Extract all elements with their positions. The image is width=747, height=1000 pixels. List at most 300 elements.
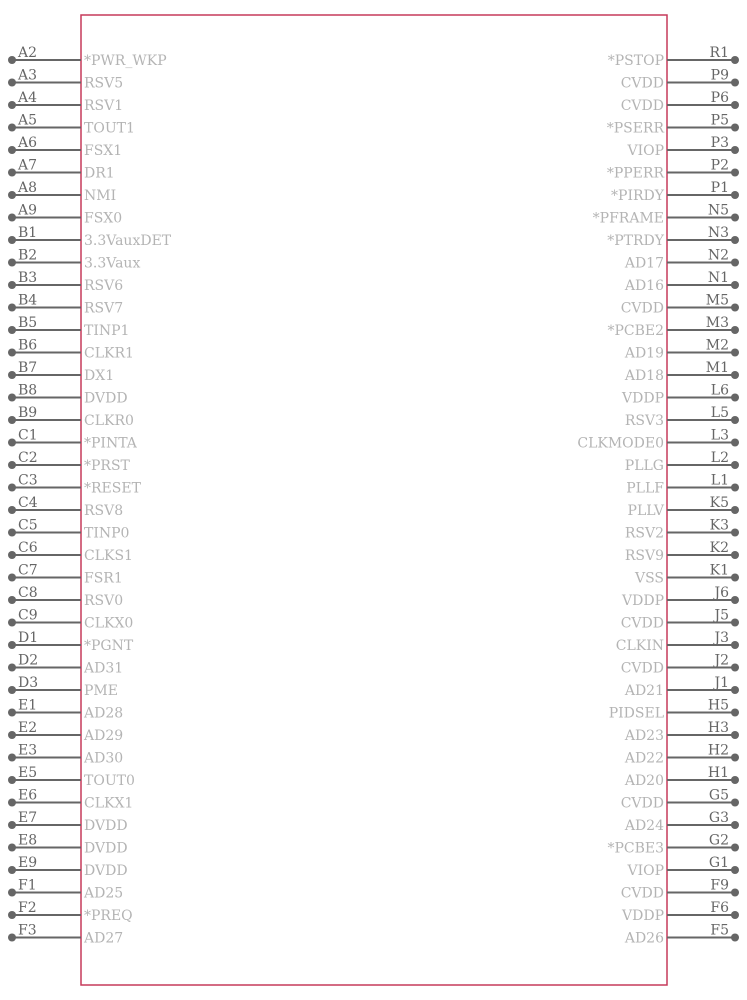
pin-endpoint-dot [731,79,739,87]
pin-endpoint-dot [8,709,16,717]
pin-endpoint-dot [8,844,16,852]
pin-name: *PGNT [84,638,134,654]
right-pin-L6 [621,383,739,407]
left-pin-E9 [8,855,128,879]
right-pin-J1 [624,675,739,699]
pin-name: DVDD [84,390,128,407]
pin-number: N1 [707,270,729,286]
pin-endpoint-dot [8,259,16,267]
pin-number: R1 [709,45,729,61]
right-pin-K1 [634,563,739,587]
left-pin-B8 [8,383,128,407]
pin-endpoint-dot [8,169,16,177]
right-pin-P3 [626,135,739,159]
left-pin-E5 [8,765,135,789]
right-pin-N2 [624,248,739,272]
right-pin-G3 [624,810,739,834]
pin-number: B6 [18,337,38,354]
left-pin-B4 [8,293,123,317]
pin-number: J1 [714,675,729,691]
pin-name: 3.3VauxDET [84,233,172,249]
pin-name: AD30 [84,750,124,767]
right-pin-P6 [621,90,739,114]
pin-endpoint-dot [731,124,739,132]
pin-endpoint-dot [8,191,16,199]
pin-name: DR1 [84,165,115,182]
pin-number: A9 [18,202,38,219]
pin-name: AD29 [84,728,124,744]
pin-number: E3 [18,742,38,759]
pin-endpoint-dot [731,821,739,829]
pin-number: A8 [18,180,38,196]
pin-number: D2 [18,652,39,669]
pin-endpoint-dot [8,754,16,762]
pin-name: AD26 [624,930,664,947]
pin-name: AD21 [624,683,664,699]
pin-number: C4 [18,495,38,511]
pin-number: B2 [18,247,38,264]
pin-number: K2 [709,540,729,556]
pin-endpoint-dot [731,754,739,762]
right-pin-J5 [621,608,739,632]
right-pin-H1 [624,765,739,789]
left-pin-B9 [8,405,134,429]
pin-endpoint-dot [8,349,16,357]
pin-endpoint-dot [731,551,739,559]
pin-number: H1 [707,765,729,781]
pin-name: PLLG [624,458,664,474]
pin-name: CLKR1 [84,345,134,362]
pin-number: N5 [707,202,729,219]
left-pin-C3 [8,473,142,497]
pin-endpoint-dot [8,146,16,154]
pin-name: CVDD [620,300,664,317]
pin-number: D1 [18,630,39,646]
pin-endpoint-dot [8,506,16,514]
right-pin-J3 [616,630,739,654]
pin-endpoint-dot [731,461,739,469]
pin-endpoint-dot [8,484,16,492]
pin-number: B7 [18,360,38,376]
right-pin-K5 [628,495,739,519]
pin-name: VDDP [622,908,664,924]
pin-endpoint-dot [8,641,16,649]
pin-name: CLKIN [615,638,664,654]
pin-endpoint-dot [8,686,16,694]
pin-name: TOUT0 [84,773,135,789]
pin-name: CLKS1 [84,548,133,564]
pin-number: C9 [18,607,38,624]
pin-name: VIOP [627,863,664,879]
pin-endpoint-dot [8,911,16,919]
pin-name: FSX0 [84,210,123,227]
pin-name: CLKX1 [84,795,134,812]
pin-endpoint-dot [731,439,739,447]
right-pin-H3 [624,720,739,744]
right-pin-G5 [621,788,739,812]
right-pin-N1 [624,270,739,294]
pin-number: J5 [714,607,729,624]
pin-name: RSV6 [84,278,124,294]
pin-number: M3 [705,315,729,331]
pin-endpoint-dot [8,281,16,289]
pin-endpoint-dot [731,304,739,312]
pin-number: K3 [709,517,729,534]
pin-number: D3 [18,675,39,691]
left-pin-A5 [8,113,135,137]
right-pin-N3 [607,225,739,249]
left-pin-B3 [8,270,123,294]
left-pin-E2 [8,720,123,744]
right-pin-M1 [624,360,739,384]
right-pin-G2 [607,833,739,857]
pin-name: *RESET [84,480,141,497]
left-pin-E6 [8,788,133,812]
pin-endpoint-dot [731,214,739,222]
pin-name: CLKMODE0 [577,435,664,452]
right-pin-K3 [625,518,739,542]
pin-endpoint-dot [8,596,16,604]
pin-number: K5 [709,495,729,511]
left-pin-E1 [8,698,123,722]
pin-number: C8 [18,585,38,601]
pin-name: CLKR0 [84,413,134,429]
pin-number: M2 [705,337,729,354]
pin-number: P2 [710,157,729,174]
pin-name: *PIRDY [611,188,664,204]
right-pin-L2 [625,450,739,474]
right-pin-P1 [611,180,739,204]
pin-name: AD20 [624,773,664,789]
pin-name: *PCBE3 [607,840,664,857]
right-pin-L3 [577,428,739,452]
pin-name: *PTRDY [607,233,664,249]
pin-name: RSV0 [84,593,124,609]
right-pin-M2 [624,338,739,362]
pin-number: G5 [708,787,729,804]
right-pin-M5 [621,293,739,317]
pin-number: E1 [18,697,38,714]
pin-name: RSV9 [624,548,664,564]
pin-number: N2 [707,247,729,264]
right-pin-group [577,45,739,947]
pin-endpoint-dot [8,934,16,942]
left-pin-B6 [8,338,134,362]
pin-name: PLLF [626,480,664,497]
pin-endpoint-dot [8,101,16,109]
pin-name: DVDD [84,840,128,857]
left-pin-D2 [8,653,123,677]
pin-name: *PPERR [606,165,664,182]
right-pin-J2 [621,653,739,677]
left-pin-D3 [8,675,118,699]
pin-name: *PSTOP [607,53,664,69]
right-pin-P5 [607,113,739,137]
pin-number: J3 [714,630,729,646]
pin-endpoint-dot [731,731,739,739]
right-pin-H2 [624,743,739,767]
right-pin-N5 [593,203,739,227]
pin-number: A7 [18,157,38,174]
pin-endpoint-dot [731,56,739,64]
pin-name: CLKX0 [84,615,134,632]
pin-endpoint-dot [731,394,739,402]
pin-endpoint-dot [731,191,739,199]
pin-number: G3 [708,810,729,826]
pin-endpoint-dot [731,911,739,919]
pin-number: P9 [710,67,729,84]
pin-number: E9 [18,855,38,871]
left-pin-A6 [8,135,122,159]
pin-number: P6 [710,90,729,106]
pin-name: CVDD [620,75,664,92]
pin-name: PME [84,683,118,699]
pin-name: PIDSEL [608,705,664,722]
right-pin-F6 [621,900,739,924]
pin-number: C7 [18,562,38,579]
pin-number: K1 [709,562,729,579]
pin-number: L1 [710,472,729,489]
pin-endpoint-dot [731,326,739,334]
pin-name: CVDD [620,98,664,114]
pin-name: AD19 [624,345,664,362]
pin-number: A5 [18,112,38,129]
pin-endpoint-dot [8,664,16,672]
pin-number: B4 [18,292,38,309]
pin-endpoint-dot [8,889,16,897]
pin-number: H2 [707,742,729,759]
pin-number: P3 [710,135,729,151]
pin-number: E6 [18,787,38,804]
pin-endpoint-dot [8,821,16,829]
pin-endpoint-dot [8,304,16,312]
left-pin-C4 [8,495,123,519]
right-pin-F5 [624,923,739,947]
pin-number: L6 [710,382,729,399]
pin-endpoint-dot [731,416,739,424]
pin-name: RSV5 [84,75,124,92]
left-pin-F2 [8,900,133,924]
left-pin-A4 [8,90,123,114]
pin-endpoint-dot [731,146,739,154]
pin-name: FSR1 [84,570,123,587]
right-pin-L1 [626,473,739,497]
pin-name: AD23 [624,728,664,744]
pin-endpoint-dot [731,709,739,717]
pin-name: *PRST [84,458,130,474]
pin-number: F1 [18,877,37,894]
pin-name: NMI [84,188,117,204]
pin-endpoint-dot [731,236,739,244]
pin-endpoint-dot [731,664,739,672]
right-pin-G1 [626,855,739,879]
pin-endpoint-dot [8,529,16,537]
right-pin-P2 [607,158,739,182]
pin-number: L5 [710,405,729,421]
pin-name: *PCBE2 [607,323,664,339]
pin-endpoint-dot [731,371,739,379]
pin-number: F9 [710,877,729,894]
pin-number: A2 [18,45,38,61]
pin-number: A4 [18,90,38,106]
left-pin-A2 [8,45,167,69]
pin-endpoint-dot [8,574,16,582]
pin-endpoint-dot [8,236,16,244]
pin-number: E8 [18,832,38,849]
pin-number: F5 [710,922,729,939]
pin-name: CVDD [620,885,664,902]
pin-number: P5 [710,112,729,129]
pin-number: M5 [705,292,729,309]
pin-name: AD16 [624,278,664,294]
pin-number: B5 [18,315,38,331]
pin-name: CVDD [620,615,664,632]
pin-name: AD25 [84,885,124,902]
pin-number: A6 [18,135,38,151]
right-pin-F9 [621,878,739,902]
left-pin-C8 [8,585,123,609]
pin-name: CVDD [620,795,664,812]
pin-number: E5 [18,765,38,781]
pin-endpoint-dot [731,574,739,582]
pin-name: AD18 [624,368,664,384]
pin-name: DVDD [84,818,128,834]
pin-endpoint-dot [8,214,16,222]
pin-number: F6 [710,900,729,916]
left-pin-E8 [8,833,128,857]
pin-number: B8 [18,382,38,399]
pin-endpoint-dot [731,596,739,604]
left-pin-B2 [8,248,140,272]
left-pin-C1 [8,428,138,452]
pin-number: H3 [707,720,729,736]
pin-name: 3.3Vaux [84,255,141,272]
pin-number: B1 [18,225,38,241]
pin-name: TINP1 [84,323,130,339]
left-pin-group [8,45,172,947]
pin-endpoint-dot [8,326,16,334]
pin-endpoint-dot [8,619,16,627]
pin-endpoint-dot [8,776,16,784]
pin-endpoint-dot [731,484,739,492]
left-pin-D1 [8,630,134,654]
left-pin-B7 [8,360,114,384]
pin-name: VIOP [627,143,664,159]
pin-number: H5 [707,697,729,714]
pin-number: C6 [18,540,38,556]
component-body [81,15,667,985]
pin-endpoint-dot [8,79,16,87]
pin-endpoint-dot [8,461,16,469]
pin-number: E7 [18,810,38,826]
pin-name: *PINTA [84,435,137,452]
pin-number: L3 [710,427,729,444]
pin-number: E2 [18,720,38,736]
pin-name: RSV3 [624,413,664,429]
pin-name: RSV2 [624,525,664,542]
left-pin-A8 [8,180,116,204]
pin-endpoint-dot [8,866,16,874]
pin-endpoint-dot [731,866,739,874]
pin-number: B9 [18,405,38,421]
pin-endpoint-dot [8,371,16,379]
pin-number: J6 [714,585,729,601]
pin-name: RSV8 [84,503,124,519]
pin-endpoint-dot [8,124,16,132]
pin-name: AD31 [84,660,124,677]
pin-endpoint-dot [8,731,16,739]
left-pin-F1 [8,878,123,902]
pin-number: P1 [710,180,729,196]
right-pin-L5 [625,405,739,429]
left-pin-C2 [8,450,131,474]
right-pin-H5 [609,698,739,722]
pin-endpoint-dot [8,551,16,559]
pin-name: VDDP [622,390,664,407]
pin-endpoint-dot [731,889,739,897]
pin-number: M1 [705,360,729,376]
pin-name: *PSERR [606,120,664,137]
left-pin-A7 [8,158,115,182]
pin-endpoint-dot [731,281,739,289]
pin-name: *PWR_WKP [84,53,167,69]
left-pin-B5 [8,315,129,339]
pin-name: AD24 [624,818,664,834]
pin-endpoint-dot [731,101,739,109]
pin-endpoint-dot [731,619,739,627]
left-pin-E7 [8,810,128,834]
left-pin-C5 [8,518,129,542]
left-pin-F3 [8,923,123,947]
right-pin-R1 [608,45,739,69]
pin-name: TOUT1 [84,120,135,137]
pin-name: FSX1 [84,143,123,159]
pin-name: PLLV [627,503,664,519]
pin-endpoint-dot [8,799,16,807]
pin-endpoint-dot [8,416,16,424]
left-pin-C7 [8,563,123,587]
pin-endpoint-dot [731,686,739,694]
pin-number: J2 [714,652,729,669]
pin-number: C2 [18,450,38,466]
pin-endpoint-dot [731,844,739,852]
pin-endpoint-dot [8,394,16,402]
pin-endpoint-dot [731,259,739,267]
pin-name: RSV7 [84,300,124,317]
pin-endpoint-dot [731,776,739,784]
pin-name: *PFRAME [592,210,664,227]
pin-number: B3 [18,270,38,286]
pin-endpoint-dot [731,506,739,514]
right-pin-M3 [607,315,739,339]
pin-endpoint-dot [731,169,739,177]
pin-name: CVDD [620,660,664,677]
pin-name: AD22 [624,750,664,767]
left-pin-A3 [8,68,123,92]
pin-endpoint-dot [8,439,16,447]
pin-endpoint-dot [8,56,16,64]
right-pin-J6 [621,585,739,609]
pin-name: DX1 [84,368,115,384]
pin-name: VDDP [622,593,664,609]
pin-number: L2 [710,450,729,466]
pin-name: RSV1 [84,98,124,114]
pin-number: C3 [18,472,38,489]
left-pin-C9 [8,608,133,632]
pin-name: AD28 [84,705,124,722]
pin-endpoint-dot [731,349,739,357]
pin-number: G1 [708,855,729,871]
